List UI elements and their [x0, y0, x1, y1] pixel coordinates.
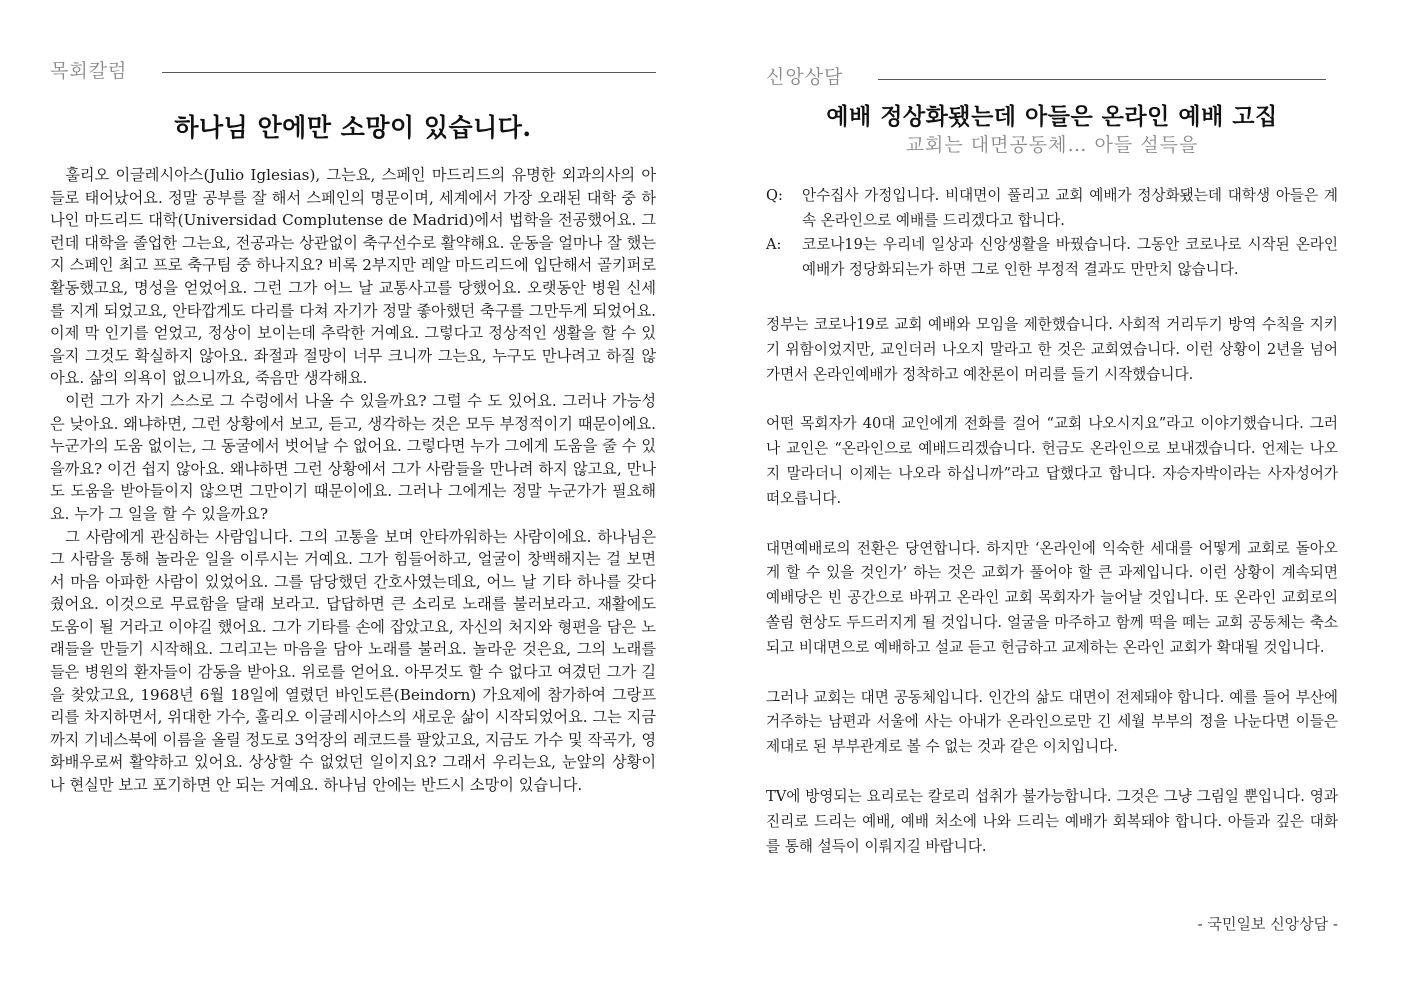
paragraph-3: 그 사람에게 관심하는 사람입니다. 그의 고통을 보며 안타까워하는 사람이에요. 하나님은 그 사람을 통해 놀라운 일을 이루시는 거예요. 그가 힘들어하고, 얼굴이 창백해지는 걸 보면서 마음 아파한 사람이 있었어요. 그를 담당했던 간호사였는데요, 어느 날 기타 하나를 갖다 줬어요. 이것으로 무료함을 달래 보라고. 답답하면 큰 소리로 노래를 불러보라고. 재활에도 도움이 될 거라고 이야길 했어요. 그가 기타를 손에 잡았고요, 자신의 처지와 형편을 담은 노래들을 만들기 시작해요. 그리고는 마음을 담아 노래를 불러요. 놀라운 것은요, 그의 노래를 들은 병원의 환자들이 감동을 받아요. 위로를 얻어요. 아무것도 할 수 없다고 여겼던 그가 길을 찾았고요, 1968년 6월 18일에 열렸던 바인도른(Beindorn) 가요제에 참가하여 그랑프리를 차지하면서, 위대한 가수, 훌리오 이글레시아스의 새로운 삶이 시작되었어요. 그는 지금까지 기네스북에 이름을 올릴 정도로 3억장의 레코드를 팔았고요, 지금도 가수 및 작곡가, 영화배우로써 활약하고 있어요. 상상할 수 없었던 일이지요? 그래서 우리는요, 눈앞의 상황이나 현실만 보고 포기하면 안 되는 거예요. 하나님 안에는 반드시 소망이 있습니다. — [50, 527, 656, 795]
paragraph-4: 그러나 교회는 대면 공동체입니다. 인간의 삶도 대면이 전제돼야 합니다. 예를 들어 부산에 거주하는 남편과 서울에 사는 아내가 온라인으로만 긴 세월 부부의 정을 나눈다면 이들은 제대로 된 부부관계로 볼 수 없는 것과 같은 이치입니다. — [766, 688, 1338, 756]
answer-text: 코로나19는 우리네 일상과 신앙생활을 바꿨습니다. 그동안 코로나로 시작된 온라인예배가 정당화되는가 하면 그로 인한 부정적 결과도 만만치 않습니다. — [802, 236, 1338, 278]
paragraph-1: 훌리오 이글레시아스(Julio Iglesias), 그는요, 스페인 마드리드의 유명한 외과의사의 아들로 태어났어요. 정말 공부를 잘 해서 스페인의 명문이며, 세계에서 가장 오래된 대학 중 하나인 마드리드 대학(Universidad Complutense de Madrid)에서 법학을 전공했어요. 그런데 대학을 졸업한 그는요, 전공과는 상관없이 축구선수로 활약해요. 운동을 얼마나 잘 했는지 스페인 최고 프로 축구팀 중 하나지요? 비록 2부지만 레알 마드리드에 입단해서 골키퍼로 활동했고요, 명성을 얻었어요. 그런 그가 어느 날 교통사고를 당했어요. 오랫동안 병원 신세를 지게 되었고요, 안타깝게도 다리를 다쳐 자기가 정말 좋아했던 축구를 그만두게 되었어요. 이제 막 인기를 얻었고, 정상이 보이는데 추락한 거예요. 그렇다고 정상적인 생활을 할 수 있을지 그것도 확실하지 않아요. 좌절과 절망이 너무 크니까 그는요, 누구도 만나려고 하질 않아요. 삶의 의욕이 없으니까요, 죽음만 생각해요. — [50, 166, 656, 388]
answer — [766, 233, 1338, 282]
paragraph-2: 어떤 목회자가 40대 교인에게 전화를 걸어 “교회 나오시지요”라고 이야기했습니다. 그러나 교인은 “온라인으로 예배드리겠습니다. 헌금도 온라인으로 보내겠습니다. 언제는 나오지 말라더니 이제는 나오라 하십니까”라고 답했다고 합니다. 자승자박이라는 사자성어가 떠오릅니다. — [766, 415, 1338, 507]
paragraph-5: TV에 방영되는 요리로는 칼로리 섭취가 불가능합니다. 그것은 그냥 그림일 뿐입니다. 영과 진리로 드리는 예배, 예배 처소에 나와 드리는 예배가 회복돼야 합니다. 아들과 깊은 대화를 통해 설득이 이뤄지길 바랍니다. — [766, 787, 1338, 855]
qa-block — [766, 184, 1338, 282]
source-credit: - 국민일보 신앙상담 - — [1197, 915, 1338, 933]
article-title: 예배 정상화됐는데 아들은 온라인 예배 고집 — [826, 103, 1278, 130]
answer-label: A: — [766, 236, 782, 253]
section-heading-pastoral-column: 목회칼럼 — [50, 60, 128, 82]
question-text: 안수집사 가정입니다. 비대면이 풀리고 교회 예배가 정상화됐는데 대학생 아들은 계속 온라인으로 예배를 드리겠다고 합니다. — [802, 187, 1338, 229]
paragraph-3: 대면예배로의 전환은 당연합니다. 하지만 ‘온라인에 익숙한 세대를 어떻게 교회로 돌아오게 할 수 있을 것인가’ 하는 것은 교회가 풀어야 할 큰 과제입니다. 이런 상황이 계속되면 예배당은 빈 공간으로 바뀌고 온라인 교회 목회자가 늘어날 것입니다. 또 온라인 교회로의 쏠림 현상도 두드러지게 될 것입니다. 얼굴을 마주하고 함께 떡을 떼는 교회 공동체는 축소되고 비대면으로 예배하고 설교 듣고 헌금하고 교제하는 온라인 교회가 확대될 것입니다. — [766, 539, 1338, 656]
paragraph-1: 정부는 코로나19로 교회 예배와 모임을 제한했습니다. 사회적 거리두기 방역 수칙을 지키기 위함이었지만, 교인더러 나오지 말라고 한 것은 교회였습니다. 이런 상황이 2년을 넘어가면서 온라인예배가 정착하고 예찬론이 머리를 들기 시작했습니다. — [766, 316, 1338, 383]
section-heading-faith-counsel: 신앙상담 — [766, 66, 844, 88]
paragraph-2: 이런 그가 자기 스스로 그 수렁에서 나올 수 있을까요? 그럴 수 도 있어요. 그러나 가능성은 낮아요. 왜냐하면, 그런 상황에서 보고, 듣고, 생각하는 것은 모두 부정적이기 때문이에요. 누군가의 도움 없이는, 그 동굴에서 벗어날 수 없어요. 그렇다면 누가 그에게 도움을 줄 수 있을까요? 이건 쉽지 않아요. 왜냐하면 그런 상황에서 그가 사람들을 만나려 하지 않고요, 만나도 도움을 받아들이지 않으면 그만이기 때문이에요. 그러나 그에게는 정말 누군가가 필요해요. 누가 그 일을 할 수 있을까요? — [50, 391, 656, 523]
article-body — [50, 164, 656, 797]
article-subtitle: 교회는 대면공동체… 아들 설득을 — [905, 134, 1199, 156]
question-label: Q: — [766, 187, 783, 204]
question — [766, 184, 1338, 233]
section-rule — [162, 72, 656, 73]
section-rule — [878, 79, 1326, 80]
article-body — [766, 313, 1338, 884]
article-title: 하나님 안에만 소망이 있습니다. — [174, 113, 532, 142]
